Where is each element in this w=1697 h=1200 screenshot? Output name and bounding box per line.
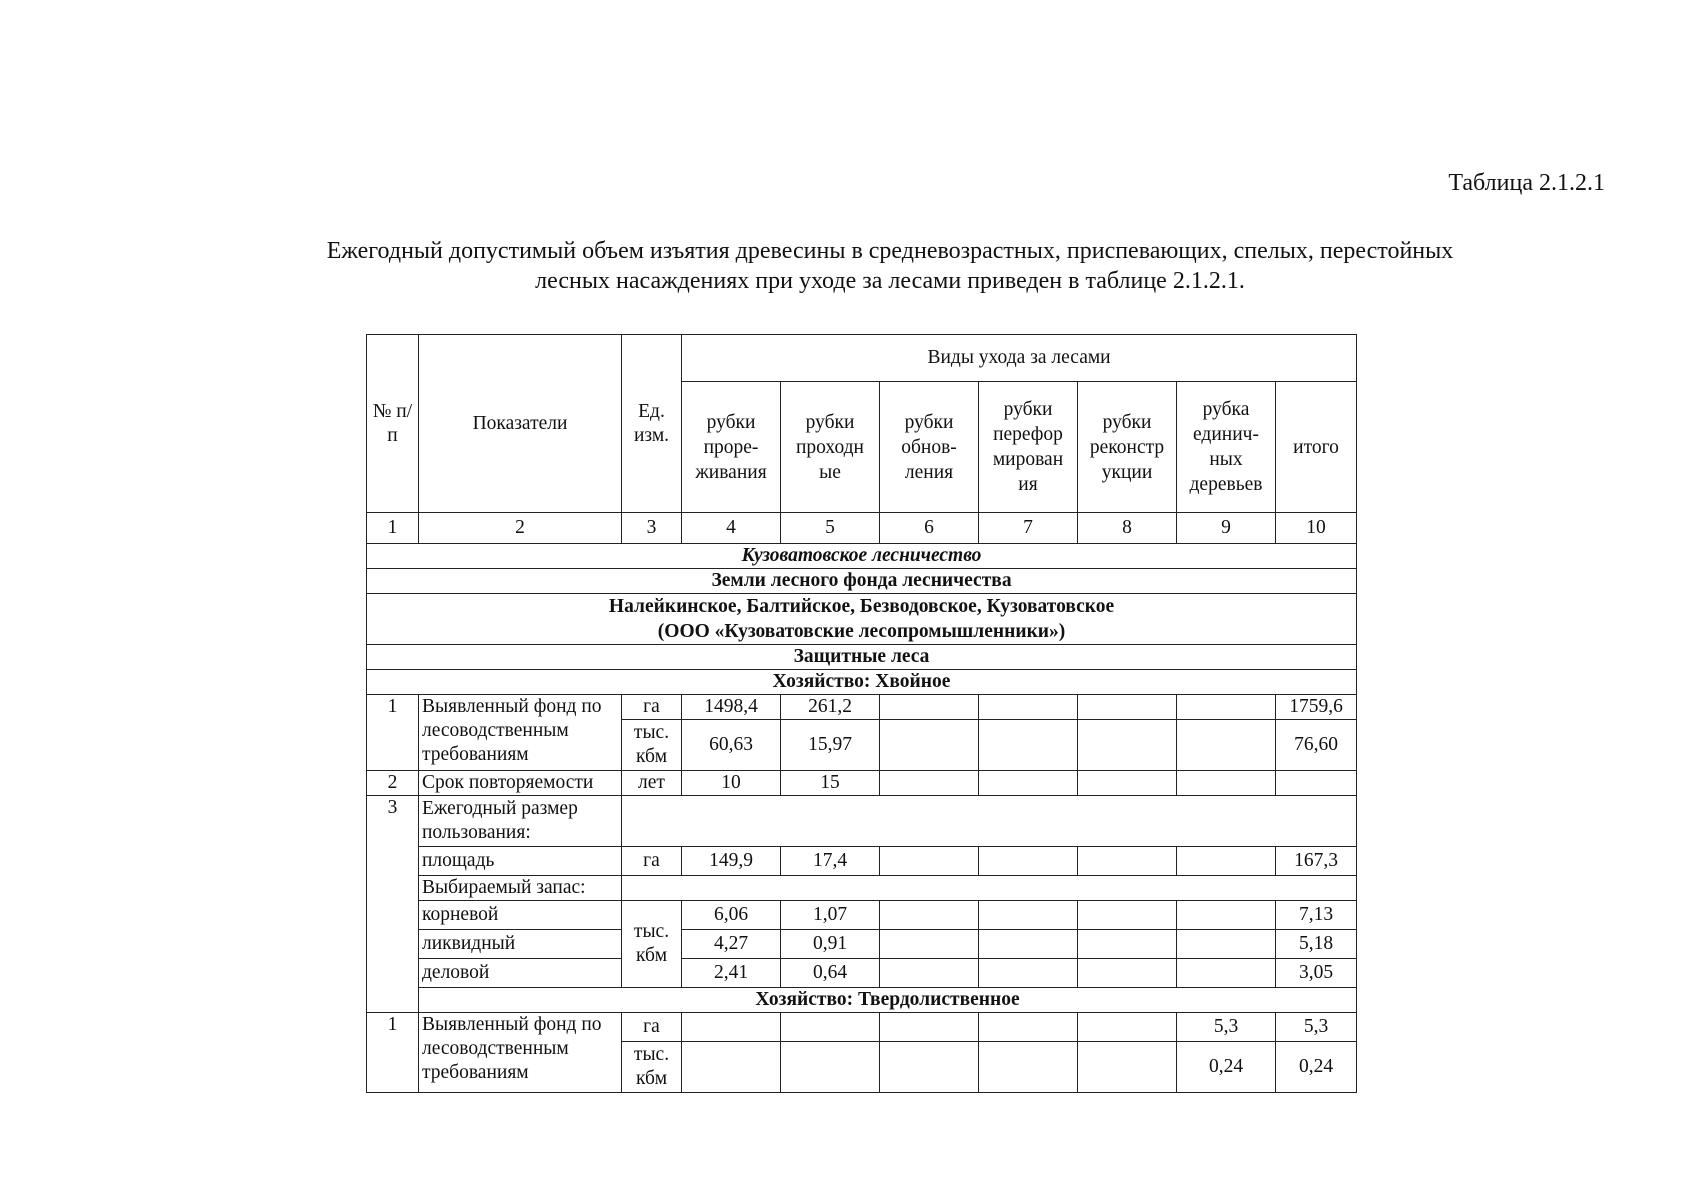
header-col-total: итого [1276,382,1357,513]
header-col-passing: рубки проходн ые [781,382,880,513]
table-row [367,771,1357,796]
cell [1177,930,1276,959]
header-col-reforming: рубки перефор мирован ия [979,382,1078,513]
cell [979,930,1078,959]
table-row [367,847,1357,876]
cell [979,695,1078,720]
cell [1078,720,1177,771]
cell [880,901,979,930]
cell: 5,3 [1276,1013,1357,1042]
band-row [367,645,1357,670]
row-label: ликвидный [419,930,622,959]
cell [880,847,979,876]
table-row [367,695,1357,720]
cell [880,720,979,771]
cell: 0,24 [1177,1042,1276,1093]
header-row [367,335,1357,382]
row-label: Выявленный фонд по лесоводственным требованиям [419,1013,622,1093]
cell: 76,60 [1276,720,1357,771]
row-num: 3 [367,796,419,1013]
cell: 0,24 [1276,1042,1357,1093]
cell: 1759,6 [1276,695,1357,720]
header-col-renewal: рубки обнов-ления [880,382,979,513]
column-number-row [367,513,1357,544]
row-unit: га [622,847,682,876]
header-num: № п/п [367,335,419,513]
band-row [367,594,1357,645]
band-row [367,988,1357,1013]
row-unit: тыс. кбм [622,720,682,771]
header-col-single-trees: рубка единич-ных деревьев [1177,382,1276,513]
column-number: 1 [367,513,419,544]
row-unit: га [622,1013,682,1042]
table-row [367,959,1357,988]
districts-title [367,594,1357,645]
band-row [367,670,1357,695]
cell: 15 [781,771,880,796]
table-caption [200,236,1580,296]
cell [880,959,979,988]
row-num: 1 [367,695,419,771]
cell [1177,901,1276,930]
lands-title: Земли лесного фонда лесничества [367,569,1357,594]
table-row [367,876,1357,901]
cell: 7,13 [1276,901,1357,930]
cell: 5,18 [1276,930,1357,959]
cell [979,1042,1078,1093]
cell: 1498,4 [682,695,781,720]
caption-line-1: Ежегодный допустимый объем изъятия древесины в средневозрастных, приспевающих, спелых, перестойных [326,238,1454,264]
protective-title: Защитные леса [367,645,1357,670]
cell [1078,847,1177,876]
cell [979,847,1078,876]
cell [1177,695,1276,720]
header-unit: Ед. изм. [622,335,682,513]
header-col-reconstruction: рубки реконстр укции [1078,382,1177,513]
cell: 0,64 [781,959,880,988]
cell [1177,771,1276,796]
row-unit: тыс. кбм [622,901,682,988]
row-num: 2 [367,771,419,796]
cell [880,1042,979,1093]
cell [1276,771,1357,796]
row-unit: га [622,695,682,720]
cell: 4,27 [682,930,781,959]
cell [979,959,1078,988]
column-number: 6 [880,513,979,544]
row-label: Выявленный фонд по лесоводственным требованиям [419,695,622,771]
band-row [367,544,1357,569]
cell [682,1013,781,1042]
row-label: площадь [419,847,622,876]
row-num: 1 [367,1013,419,1093]
column-number: 9 [1177,513,1276,544]
forestry-title: Кузоватовское лесничество [367,544,1357,569]
empty-span [622,796,1357,847]
column-number: 4 [682,513,781,544]
cell [1177,847,1276,876]
districts-line-1: Налейкинское, Балтийское, Безводовское, Кузоватовское [608,596,1115,617]
cell [880,771,979,796]
column-number: 2 [419,513,622,544]
cell [1078,771,1177,796]
row-label: деловой [419,959,622,988]
header-indicators: Показатели [419,335,622,513]
cell [1177,959,1276,988]
cell [1078,930,1177,959]
table-row [367,901,1357,930]
cell [1078,901,1177,930]
row-unit: тыс. кбм [622,1042,682,1093]
cell: 0,91 [781,930,880,959]
cell [1177,720,1276,771]
row-label: Срок повторяемости [419,771,622,796]
caption-line-2: лесных насаждениях при уходе за лесами приведен в таблице 2.1.2.1. [535,268,1245,294]
header-group: Виды ухода за лесами [682,335,1357,382]
cell [1078,1013,1177,1042]
cell [979,1013,1078,1042]
row-unit: лет [622,771,682,796]
cell: 10 [682,771,781,796]
column-number: 10 [1276,513,1357,544]
cell: 261,2 [781,695,880,720]
cell [781,1042,880,1093]
column-number: 3 [622,513,682,544]
cell [979,771,1078,796]
cell: 6,06 [682,901,781,930]
cell: 17,4 [781,847,880,876]
row-label: Ежегодный размер пользования: [419,796,622,847]
cell: 3,05 [1276,959,1357,988]
empty-span [622,876,1357,901]
row-label: Выбираемый запас: [419,876,622,901]
cell [781,1013,880,1042]
farm-conifer-title: Хозяйство: Хвойное [367,670,1357,695]
band-row [367,569,1357,594]
column-number: 5 [781,513,880,544]
logging-volume-table [366,334,1357,1093]
cell [880,1013,979,1042]
cell [682,1042,781,1093]
cell [880,930,979,959]
row-label: корневой [419,901,622,930]
table-reference: Таблица 2.1.2.1 [1448,170,1605,196]
table-row [367,1013,1357,1042]
cell [1078,1042,1177,1093]
cell [1078,959,1177,988]
districts-line-2: (ООО «Кузоватовские лесопромышленники») [657,621,1066,642]
cell: 1,07 [781,901,880,930]
column-number: 8 [1078,513,1177,544]
cell: 2,41 [682,959,781,988]
cell [880,695,979,720]
table-row [367,796,1357,847]
farm-hardwood-title: Хозяйство: Твердолиственное [419,988,1357,1013]
cell: 167,3 [1276,847,1357,876]
cell [1078,695,1177,720]
cell: 60,63 [682,720,781,771]
cell: 15,97 [781,720,880,771]
cell: 5,3 [1177,1013,1276,1042]
cell [979,720,1078,771]
cell: 149,9 [682,847,781,876]
table-row [367,930,1357,959]
cell [979,901,1078,930]
header-col-thinning: рубки проре-живания [682,382,781,513]
column-number: 7 [979,513,1078,544]
